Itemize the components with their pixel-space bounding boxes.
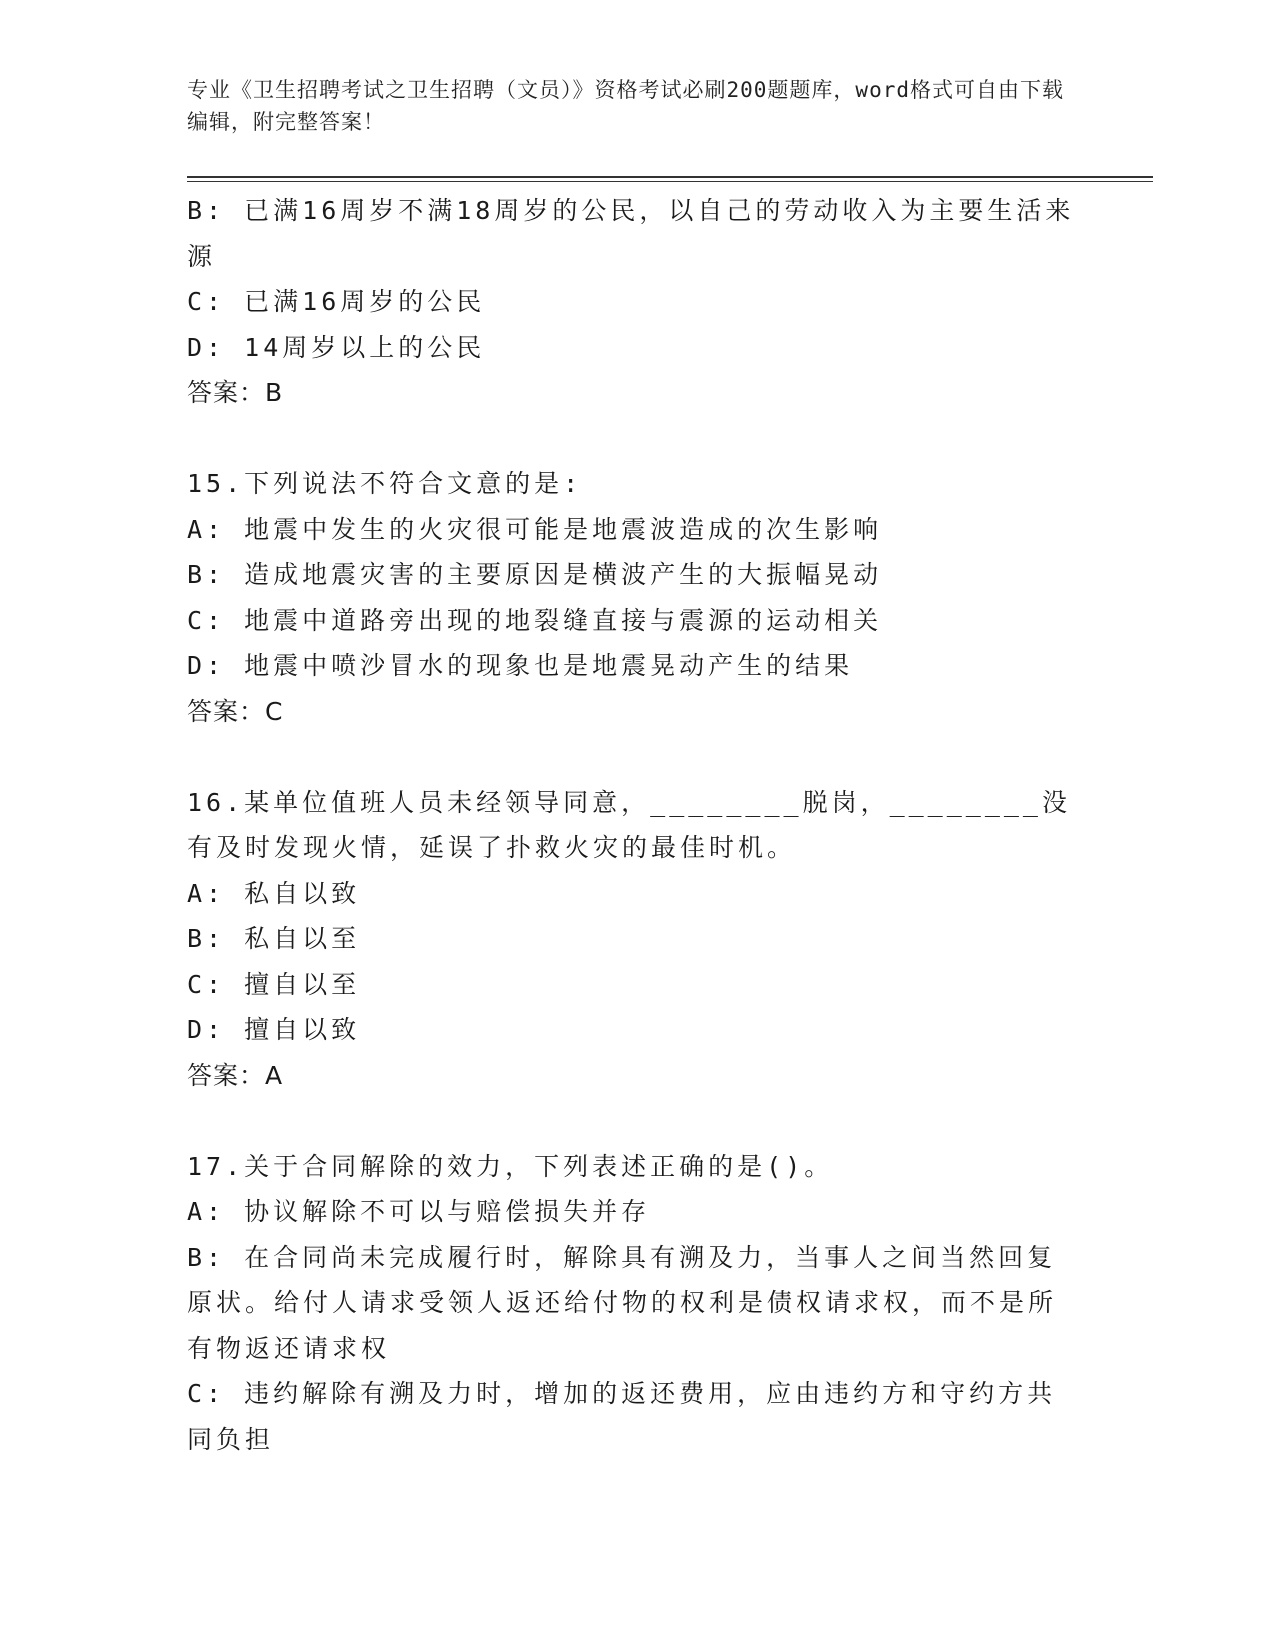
answer-line: 答案：A — [187, 1060, 284, 1090]
option-d: D: 地震中喷沙冒水的现象也是地震晃动产生的结果 — [187, 651, 854, 680]
option-c: C: 擅自以至 — [187, 969, 361, 999]
question-text: 17.关于合同解除的效力，下列表述正确的是()。 — [187, 1151, 834, 1181]
option-a: A: 协议解除不可以与赔偿损失并存 — [187, 1197, 651, 1226]
question-text: 16.某单位值班人员未经领导同意，________脱岗，________没有及时发现火情，延误了扑救火灾的最佳时机。 — [187, 787, 1071, 862]
question-16 — [187, 780, 1077, 1099]
header-rule-thick — [187, 176, 1153, 178]
option-d: D: 14周岁以上的公民 — [187, 332, 486, 362]
spacer — [187, 734, 1077, 780]
question-14-carryover — [187, 188, 1077, 416]
header-rule-thin — [187, 181, 1153, 182]
option-c: C: 已满16周岁的公民 — [187, 287, 486, 316]
option-a: A: 地震中发生的火灾很可能是地震波造成的次生影响 — [187, 514, 883, 544]
option-b: B: 已满16周岁不满18周岁的公民，以自己的劳动收入为主要生活来源 — [187, 196, 1075, 271]
spacer — [187, 1098, 1077, 1144]
option-b: B: 在合同尚未完成履行时，解除具有溯及力，当事人之间当然回复原状。给付人请求受领人返还给付物的权利是债权请求权，而不是所有物返还请求权 — [187, 1242, 1058, 1363]
answer-line: 答案：C — [187, 696, 284, 726]
option-b: B: 造成地震灾害的主要原因是横波产生的大振幅晃动 — [187, 560, 883, 589]
option-d: D: 擅自以致 — [187, 1015, 361, 1044]
question-text: 15.下列说法不符合文意的是: — [187, 469, 583, 498]
option-b: B: 私自以至 — [187, 924, 361, 953]
option-c: C: 地震中道路旁出现的地裂缝直接与震源的运动相关 — [187, 605, 883, 635]
option-a: A: 私自以致 — [187, 878, 361, 908]
question-17 — [187, 1144, 1077, 1463]
option-c: C: 违约解除有溯及力时，增加的返还费用，应由违约方和守约方共同负担 — [187, 1379, 1057, 1454]
document-body — [187, 188, 1077, 1462]
answer-line: 答案：B — [187, 378, 284, 407]
spacer — [187, 416, 1077, 462]
question-15 — [187, 461, 1077, 734]
document-header: 专业《卫生招聘考试之卫生招聘（文员）》资格考试必刷200题题库，word格式可自由下载编辑，附完整答案！ — [187, 78, 1064, 134]
